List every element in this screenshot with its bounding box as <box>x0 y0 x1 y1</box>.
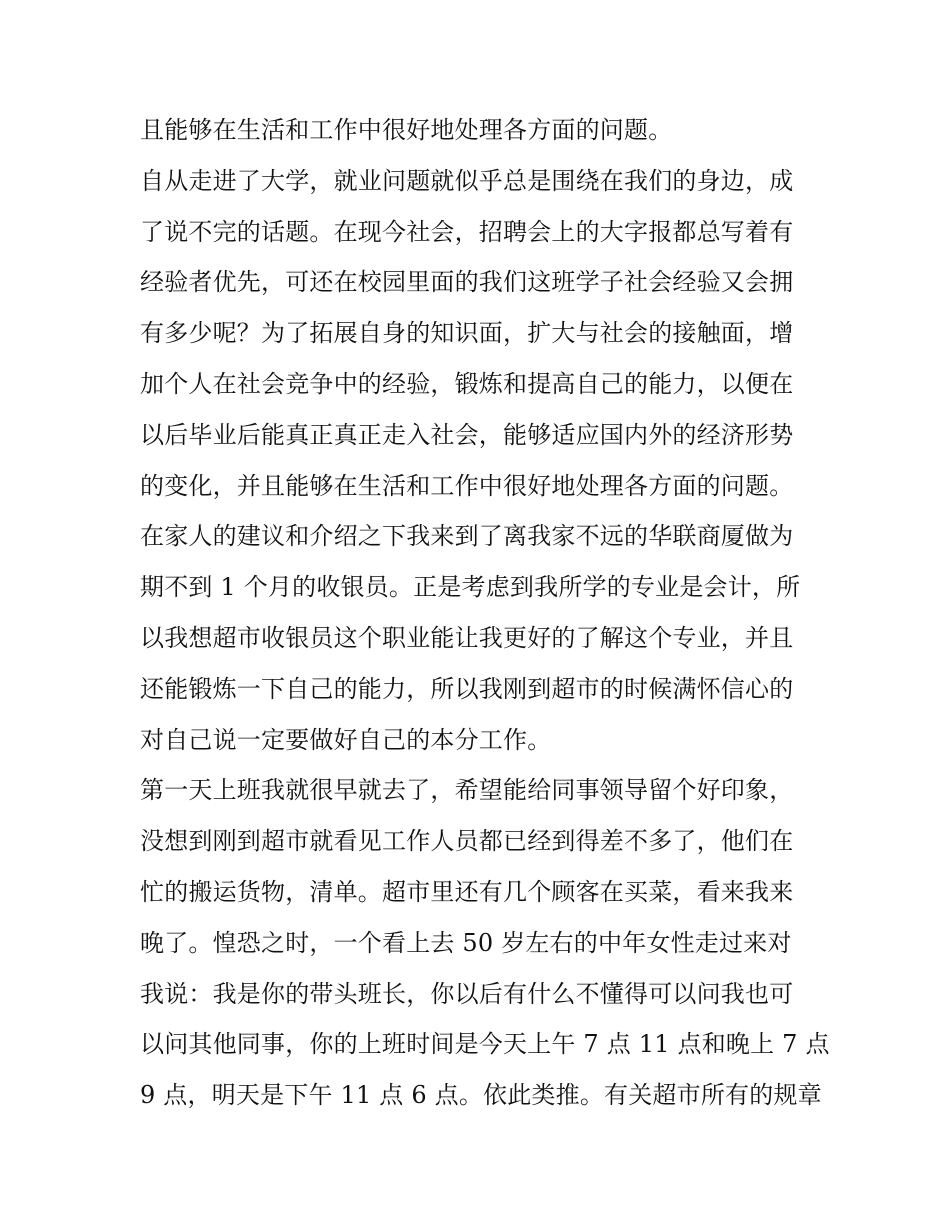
text-line: 还能锻炼一下自己的能力，所以我刚到超市的时候满怀信心的 <box>140 674 794 703</box>
text-line: 以我想超市收银员这个职业能让我更好的了解这个专业，并且 <box>140 623 794 652</box>
text-line: 晚了。惶恐之时，一个看上去 50 岁左右的中年女性走过来对 <box>140 928 792 957</box>
text-line: 没想到刚到超市就看见工作人员都已经到得差不多了，他们在 <box>140 827 794 856</box>
text-line: 的变化，并且能够在生活和工作中很好地处理各方面的问题。 <box>140 471 794 500</box>
text-line: 我说：我是你的带头班长，你以后有什么不懂得可以问我也可 <box>140 979 794 1008</box>
text-line: 且能够在生活和工作中很好地处理各方面的问题。 <box>140 116 673 144</box>
text-line: 对自己说一定要做好自己的本分工作。 <box>140 725 552 754</box>
text-line: 忙的搬运货物，清单。超市里还有几个顾客在买菜，看来我来 <box>140 877 794 906</box>
text-line: 期不到 1 个月的收银员。正是考虑到我所学的专业是会计，所 <box>140 573 801 602</box>
text-line: 有多少呢？为了拓展自身的知识面，扩大与社会的接触面，增 <box>140 319 794 348</box>
text-line: 经验者优先，可还在校园里面的我们这班学子社会经验又会拥 <box>140 268 794 297</box>
text-line: 以后毕业后能真正真正走入社会，能够适应国内外的经济形势 <box>140 420 794 449</box>
text-line: 第一天上班我就很早就去了，希望能给同事领导留个好印象， <box>140 776 794 805</box>
text-line: 9 点，明天是下午 11 点 6 点。依此类推。有关超市所有的规章 <box>140 1081 822 1110</box>
text-line: 在家人的建议和介绍之下我来到了离我家不远的华联商厦做为 <box>140 522 794 551</box>
text-line: 了说不完的话题。在现今社会，招聘会上的大字报都总写着有 <box>140 217 794 246</box>
text-line: 自从走进了大学，就业问题就似乎总是围绕在我们的身边，成 <box>140 166 794 195</box>
text-line: 加个人在社会竞争中的经验，锻炼和提高自己的能力，以便在 <box>140 369 794 398</box>
body-text <box>140 105 830 1121</box>
text-line: 以问其他同事，你的上班时间是今天上午 7 点 11 点和晚上 7 点 <box>140 1030 830 1059</box>
